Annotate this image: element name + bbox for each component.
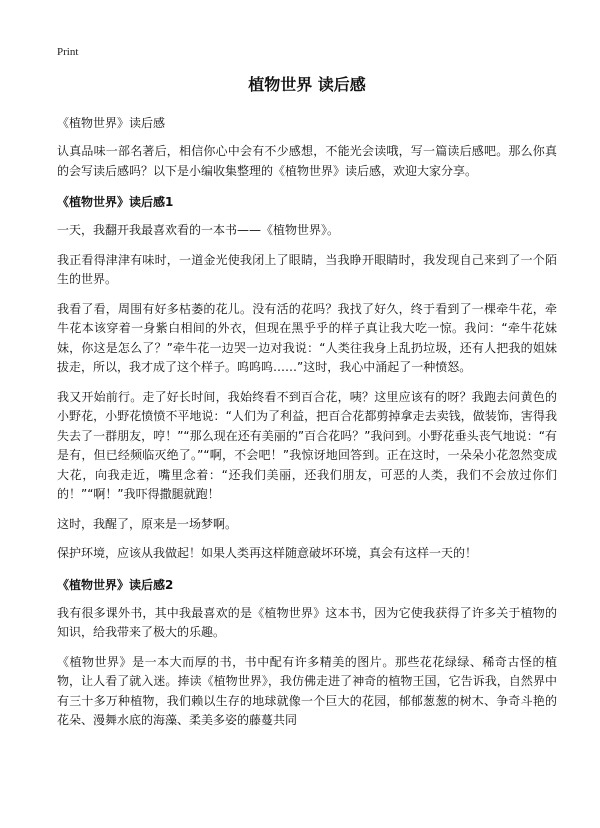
page-title: 植物世界 读后感	[248, 75, 366, 94]
document-body	[57, 74, 557, 741]
section-1-paragraph: 我正看得津津有味时，一道金光使我闭上了眼睛，当我睁开眼睛时，我发现自己来到了一个陌生的世界。	[57, 252, 557, 286]
section-2-paragraph: 我有很多课外书，其中我最喜欢的是《植物世界》这本书，因为它使我获得了许多关于植物的知识，给我带来了极大的乐趣。	[57, 605, 557, 639]
section-1-paragraph: 这时，我醒了，原来是一场梦啊。	[57, 516, 238, 531]
intro-paragraph: 认真品味一部名著后，相信你心中会有不少感想，不能光会读哦，写一篇读后感吧。那么你真的会写读后感吗？以下是小编收集整理的《植物世界》读后感，欢迎大家分享。	[57, 144, 557, 178]
section-2-heading: 《植物世界》读后感2	[57, 577, 174, 592]
subtitle: 《植物世界》读后感	[57, 116, 166, 130]
section-1-paragraph: 保护环境，应该从我做起！如果人类再这样随意破坏环境，真会有这样一天的！	[57, 546, 478, 560]
section-1-heading: 《植物世界》读后感1	[57, 195, 174, 209]
section-1-paragraph: 我又开始前行。走了好长时间，我始终看不到百合花，咦？这里应该有的呀？我跑去问黄色的小野花，小野花愤愤不平地说：“人们为了利益，把百合花都剪掉拿走去卖钱，做装饰，害得我失去了一群朋友，哼！”“那么现在还有美丽的”百合花吗？”我问到。小野花垂头丧气地说：“有是有，但已经频临灭绝了。”“啊，不会吧！”我惊讶地回答到。正在这时，一朵朵小花忽然变成大花，向我走近，嘴里念着：“还我们美丽，还我们朋友，可恶的人类，我们不会放过你们的！”“啊！”我吓得撒腿就跑！	[57, 389, 557, 501]
section-1-paragraph: 一天，我翻开我最喜欢看的一本书——《植物世界》。	[57, 223, 340, 237]
section-1-paragraph: 我看了看，周围有好多枯萎的花儿。没有活的花吗？我找了好久，终于看到了一棵牵牛花，牵牛花本该穿着一身紫白相间的外衣，但现在黑乎乎的样子真让我大吃一惊。我问：“牵牛花妹妹，你这是怎么了？”牵牛花一边哭一边对我说：“人类往我身上乱扔垃圾，还有人把我的姐妹拔走，所以，我才成了这个样子。呜呜呜……”这时，我心中涌起了一种愤怒。	[57, 301, 557, 374]
print-link[interactable]: Print	[57, 46, 79, 58]
section-2-paragraph: 《植物世界》是一本大而厚的书，书中配有许多精美的图片。那些花花绿绿、稀奇古怪的植物，让人看了就入迷。捧读《植物世界》，我仿佛走进了神奇的植物王国，它告诉我，自然界中有三十多万种植物，我们赖以生存的地球就像一个巨大的花园，郁郁葱葱的树木、争奇斗艳的花朵、漫舞水底的海藻、柔美多姿的藤蔓共同	[57, 654, 557, 727]
